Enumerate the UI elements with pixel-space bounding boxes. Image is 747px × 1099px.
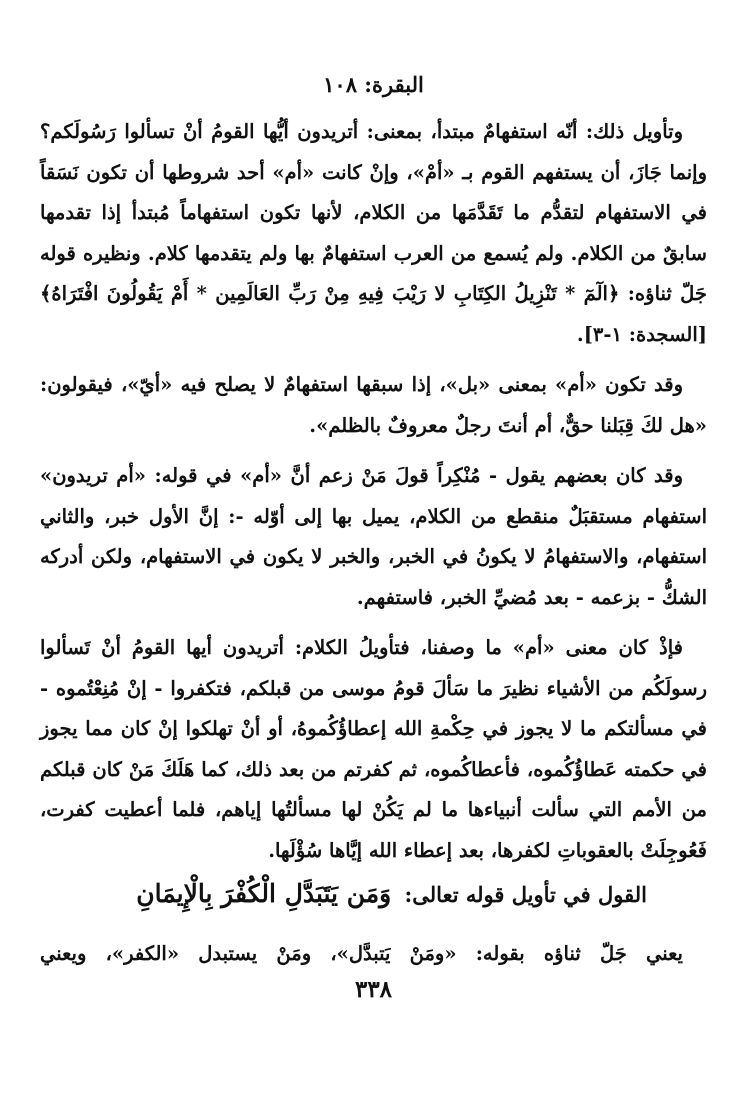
section-heading xyxy=(40,872,707,917)
section-heading-label: القول في تأويل قوله تعالى: xyxy=(404,882,647,907)
running-header: البقرة: ١٠٨ xyxy=(323,72,424,97)
page-number: ٣٣٨ xyxy=(354,976,393,1003)
quranic-verse: وَمَن يَتَبَدَّلِ الْكُفْرَ بِالْإِيمَانِ xyxy=(136,879,392,908)
paragraph-4: فإذْ كان معنى «أم» ما وصفنا، فتأويلُ الكلام: أتريدون أيها القومُ أنْ تَسألوا رسولَكُم من الأشياء نظيرَ ما سَألَ قومُ موسى من قبلكم، فتكفروا - إنْ مُنِعْتُموه - في مسألتكم ما لا يجوز في حِكْمةِ الله إعطاؤُكُموهُ، أو أنْ تهلكوا إنْ كان مما يجوز في حكمته عَطاؤُكُموه، فأعطاكُموه، ثم كفرتم من بعد ذلك، كما هَلَكَ مَنْ كان قبلكم من الأمم التي سألت أنبياءها ما لم يَكُنْ لها مسألتُها إياهم، فلما أعطيت كفرت، فَعُوجِلَتْ بالعقوباتِ لكفرها، بعد إعطاء الله إيَّاها سُؤْلَها. xyxy=(40,636,707,862)
paragraph-3: وقد كان بعضهم يقول - مُنْكِراً قولَ مَنْ زعم أنَّ «أم» في قوله: «أم تريدون» استفهام مستقبَلٌ منقطع من الكلام، يميل بها إلى أوّله -: إنَّ الأول خبر، والثاني استفهام، والاستفهامُ لا يكونُ في الخبر، والخبر لا يكون في الاستفهام، ولكن أدركه الشكُّ - بزعمه - بعد مُضيِّ الخبر، فاستفهم. xyxy=(40,464,707,609)
paragraph-2: وقد تكون «أم» بمعنى «بل»، إذا سبقها استفهامٌ لا يصلح فيه «أيّ»، فيقولون: «هل لكَ قِبَلنا حقٌّ، أم أنتَ رجلٌ معروفٌ بالظلم». xyxy=(40,373,707,437)
continuation-text: يعني جَلّ ثناؤه بقوله: «ومَنْ يَتبدَّل»، ومَنْ يستبدل «الكفر»، ويعني xyxy=(40,942,683,965)
paragraph-1: وتأويل ذلك: أنّه استفهامٌ مبتدأ، بمعنى: أتريدون أيُّها القومُ أنْ تسألوا رَسُولَكم؟ وإنما جَازَ، أن يستفهم القوم بـ «أمْ»، وإنْ كانت «أم» أحد شروطها أن تكون نَسَقاً في الاستفهام لتقدُّم ما تَقَدَّمَها من الكلام، لأنها تكون استفهاماً مُبتدأ إذا تقدمها سابقٌ من الكلام. ولم يُسمع من العرب استفهامٌ بها ولم يتقدمها كلام. ونظيره قوله جَلّ ثناؤه: ﴿الٓمٓ * تَنْزِيلُ الكِتَابِ لا رَيْبَ فِيهِ مِنْ رَبِّ العَالَمِين * أَمْ يَقُولُونَ افْتَرَاهُ﴾ [السجدة: ١-٣]. xyxy=(40,120,707,346)
body-text xyxy=(40,112,707,881)
